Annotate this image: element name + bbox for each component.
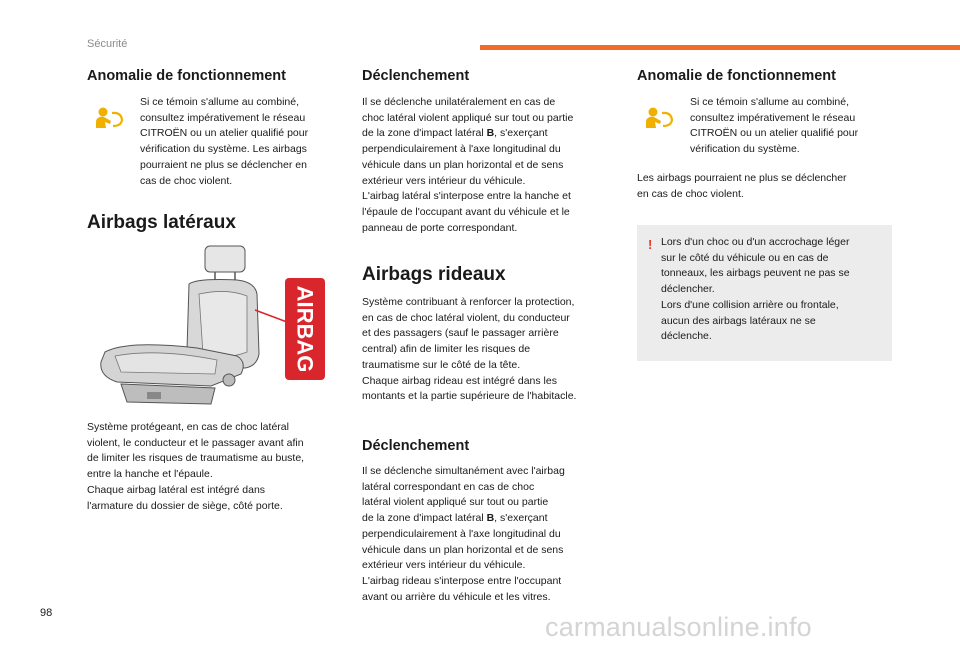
anomaly-heading: Anomalie de fonctionnement	[637, 68, 836, 84]
anomaly-text-2: Les airbags pourraient ne plus se déclencher en cas de choc violent.	[637, 172, 847, 200]
section-header: Sécurité	[87, 38, 128, 50]
watermark: carmanualsonline.info	[545, 612, 812, 642]
trigger-text-1: Il se déclenche unilatéralement en cas de choc latéral violent appliqué sur tout ou partie de la zone d'impact latéral B, s'exerçant perpendiculairement à l'axe longitudinal du véhicule dans un plan horizontal et de sens extérieur vers intérieur du véhicule. L'airbag latéral s'interpose entre la hanche et l'épaule de l'occupant avant du véhicule et le panneau de porte correspondant.	[362, 96, 574, 234]
anomaly-text: Si ce témoin s'allume au combiné, consultez impérativement le réseau CITROËN ou un atelier qualifié pour vérification du système.	[690, 96, 859, 156]
curtain-airbags-text: Système contribuant à renforcer la protection, en cas de choc latéral violent, du conducteur et des passagers (sauf le passager arrière central) afin de limiter les risques de traumatisme sur le côté de la tête. Chaque airbag rideau est intégré dans les montants et la partie supérieure de l'habitacle.	[362, 296, 577, 403]
zone-b-label: B	[486, 127, 495, 140]
airbag-label: AIRBAG	[292, 285, 318, 373]
trigger-heading-2: Déclenchement	[362, 438, 470, 454]
page-number: 98	[40, 607, 53, 619]
accent-bar	[480, 45, 960, 50]
side-airbags-heading: Airbags latéraux	[87, 212, 236, 233]
zone-b-label: B	[486, 512, 495, 525]
trigger-heading-1: Déclenchement	[362, 68, 470, 84]
curtain-airbags-heading: Airbags rideaux	[362, 264, 506, 285]
airbag-warning-icon	[94, 106, 126, 130]
trigger-text-2: Il se déclenche simultanément avec l'airbag latéral correspondant en cas de choc latéral violent appliqué sur tout ou partie de la zone d'impact latéral B, s'exerçant perpendiculairement à l'axe longitudinal du véhicule dans un plan horizontal et de sens extérieur vers intérieur du véhicule. L'airbag rideau s'interpose entre l'occupant avant ou arrière du véhicule et les vitres.	[362, 465, 565, 603]
anomaly-heading: Anomalie de fonctionnement	[87, 68, 286, 84]
side-airbags-text: Système protégeant, en cas de choc latéral violent, le conducteur et le passager avant afin de limiter les risques de traumatisme au buste, entre la hanche et l'épaule. Chaque airbag latéral est intégré dans l'armature du dossier de siège, côté porte.	[87, 421, 305, 512]
warning-note-text: Lors d'un choc ou d'un accrochage léger sur le côté du véhicule ou en cas de tonneaux, les airbags peuvent ne pas se déclencher. Lors d'une collision arrière ou frontale, aucun des airbags latéraux ne se déclenche.	[661, 236, 850, 343]
seat-airbag-illustration	[87, 244, 337, 414]
airbag-warning-icon	[644, 106, 676, 130]
alert-icon: !	[648, 237, 653, 252]
anomaly-text: Si ce témoin s'allume au combiné, consultez impérativement le réseau CITROËN ou un atelier qualifié pour vérification du système. Les airbags pourraient ne plus se déclencher en cas de choc violent.	[140, 96, 309, 187]
